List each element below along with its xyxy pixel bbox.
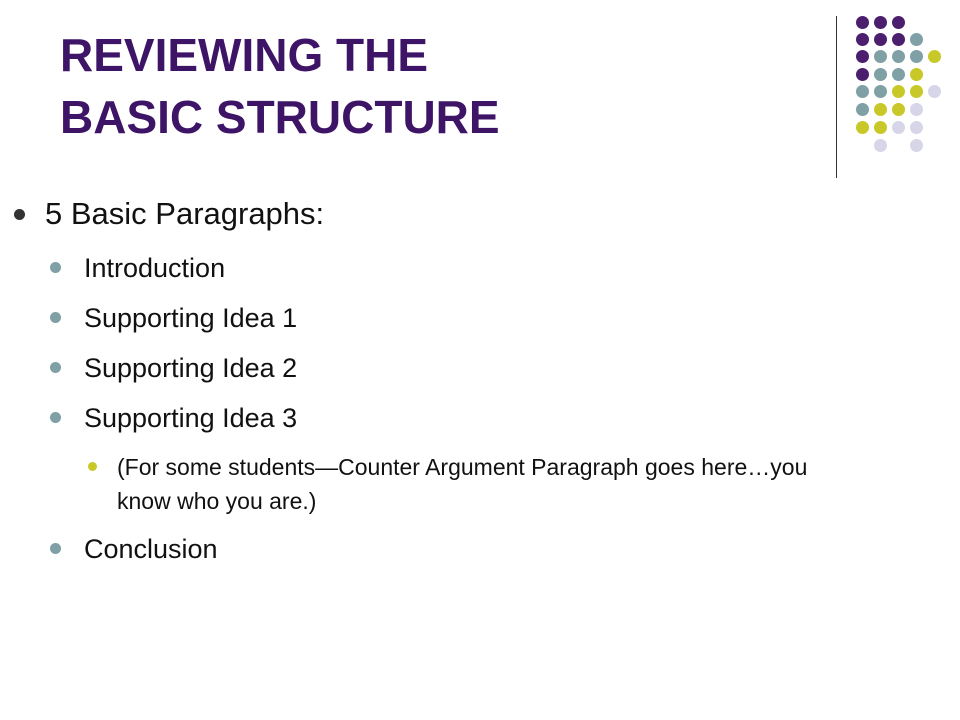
list-item-introduction [50,252,225,284]
bullet-dot [50,362,61,373]
sub-note-counter-argument [88,450,817,518]
list-item-text: Introduction [84,253,226,283]
list-item-conclusion [50,533,218,565]
list-item-supporting-idea-2 [50,352,297,384]
bullet-dot [88,462,97,471]
list-item-text: Supporting Idea 1 [84,303,298,333]
bullet-dot [50,312,61,323]
list-item-supporting-idea-3 [50,402,297,434]
bullet-dot [14,209,25,220]
bullet-main [14,196,324,232]
bullet-dot [50,543,61,554]
list-item-text: Supporting Idea 3 [84,403,298,433]
list-item-supporting-idea-1 [50,302,297,334]
bullet-dot [50,262,61,273]
bullet-text: 5 Basic Paragraphs: [45,196,325,231]
title-line-2: BASIC STRUCTURE [60,91,500,143]
list-item-text: Conclusion [84,534,218,564]
sub-note-text: (For some students—Counter Argument Paragraph goes here…you know who you are.) [117,454,808,514]
list-item-text: Supporting Idea 2 [84,353,298,383]
bullet-dot [50,412,61,423]
title-line-1: REVIEWING THE [60,29,429,81]
